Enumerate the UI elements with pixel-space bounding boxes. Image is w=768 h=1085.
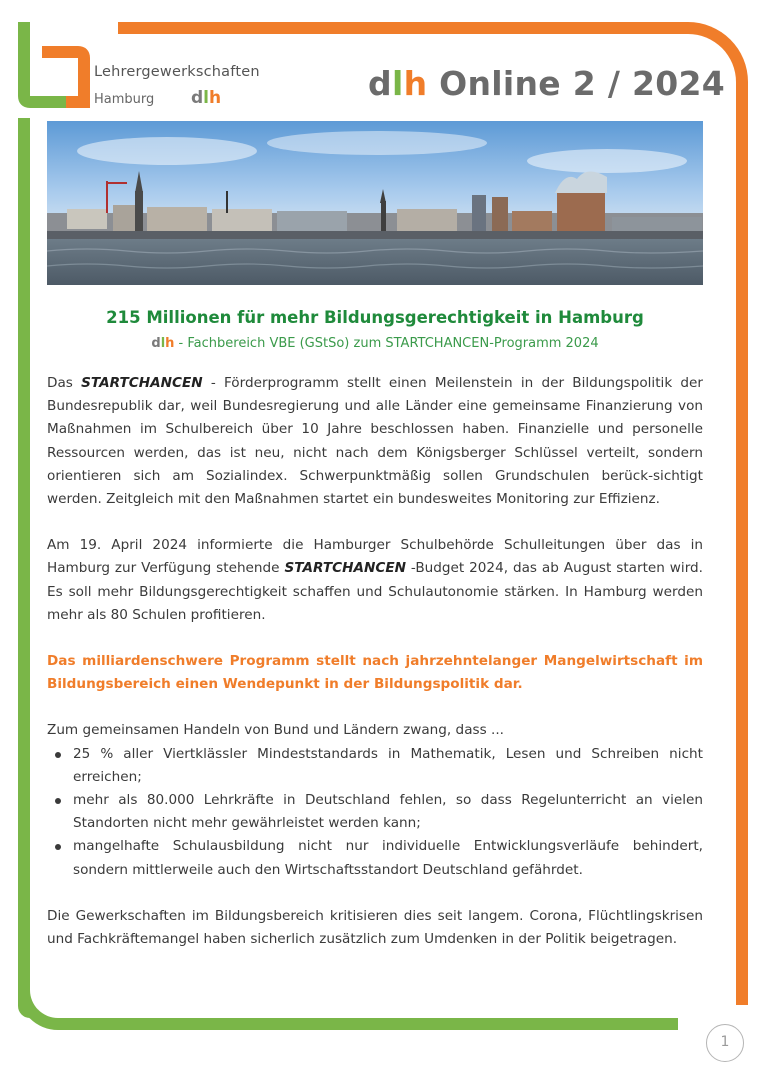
paragraph-3: Die Gewerkschaften im Bildungsbereich kritisieren dies seit langem. Corona, Flüchtlingskrisen und Fachkräftemangel haben sicherlich zusätzlich zum Umdenken in der Politik beigetragen. <box>47 907 703 948</box>
list-item: mehr als 80.000 Lehrkräfte in Deutschland fehlen, so dass Regelunterricht an vielen Standorten nicht mehr gewährleistet werden kann; <box>73 789 703 835</box>
article-body <box>47 372 703 951</box>
article-subheadline: dlh - Fachbereich VBE (GStSo) zum STARTCHANCEN-Programm 2024 <box>151 336 599 351</box>
logo-city-name: Hamburg <box>94 92 155 107</box>
article-headline: 215 Millionen für mehr Bildungsgerechtigkeit in Hamburg <box>106 308 644 327</box>
logo-dlh-wordmark: dlh <box>191 88 222 108</box>
frame-green-left <box>18 118 30 1018</box>
frame-green-bottom <box>18 990 678 1030</box>
document-title: dlh Online 2 / 2024 <box>368 64 726 103</box>
paragraph-2: Am 19. April 2024 informierte die Hamburger Schulbehörde Schulleitungen über das in Hamburg zur Verfügung stehende STARTCHANCEN -Budget 2024, das ab August starten wird. Es soll mehr Bildungsgerechtigkeit schaffen und Schulautonomie stärken. In Hamburg werden mehr als 80 Schulen profitieren. <box>47 537 703 623</box>
union-logo-icon <box>18 22 90 108</box>
highlight-statement: Das milliardenschwere Programm stellt nach jahrzehntelanger Mangelwirtschaft im Bildungsbereich einen Wendepunkt in der Bildungspolitik dar. <box>47 653 703 693</box>
list-intro: Zum gemeinsamen Handeln von Bund und Ländern zwang, dass ... <box>47 722 504 739</box>
hamburg-skyline-image <box>47 121 703 285</box>
list-item: 25 % aller Viertklässler Mindeststandards in Mathematik, Lesen und Schreiben nicht erreichen; <box>73 743 703 789</box>
reasons-list <box>47 743 703 882</box>
logo-union-name: Lehrergewerkschaften <box>94 64 260 80</box>
page-number: 1 <box>706 1024 744 1062</box>
frame-orange-right <box>736 85 748 1005</box>
list-item: mangelhafte Schulausbildung nicht nur individuelle Entwicklungsverläufe behindert, sondern mittlerweile auch den Wirtschaftsstandort Deutschland gefährdet. <box>73 835 703 881</box>
paragraph-1: Das STARTCHANCEN - Förderprogramm stellt einen Meilenstein in der Bildungspolitik der Bundesrepublik dar, weil Bundesregierung und alle Länder eine gemeinsame Finanzierung von Maßnahmen im Schulbereich über 10 Jahre beschlossen haben. Finanzielle und personelle Ressourcen werden, das ist neu, nicht nach dem Königsberger Schlüssel verteilt, sondern orientieren sich am Sozialindex. Schwerpunktmäßig sollen Grundschulen berück-sichtigt werden. Zeitgleich mit den Maßnahmen startet ein bundesweites Monitoring zur Effizienz. <box>47 375 703 508</box>
